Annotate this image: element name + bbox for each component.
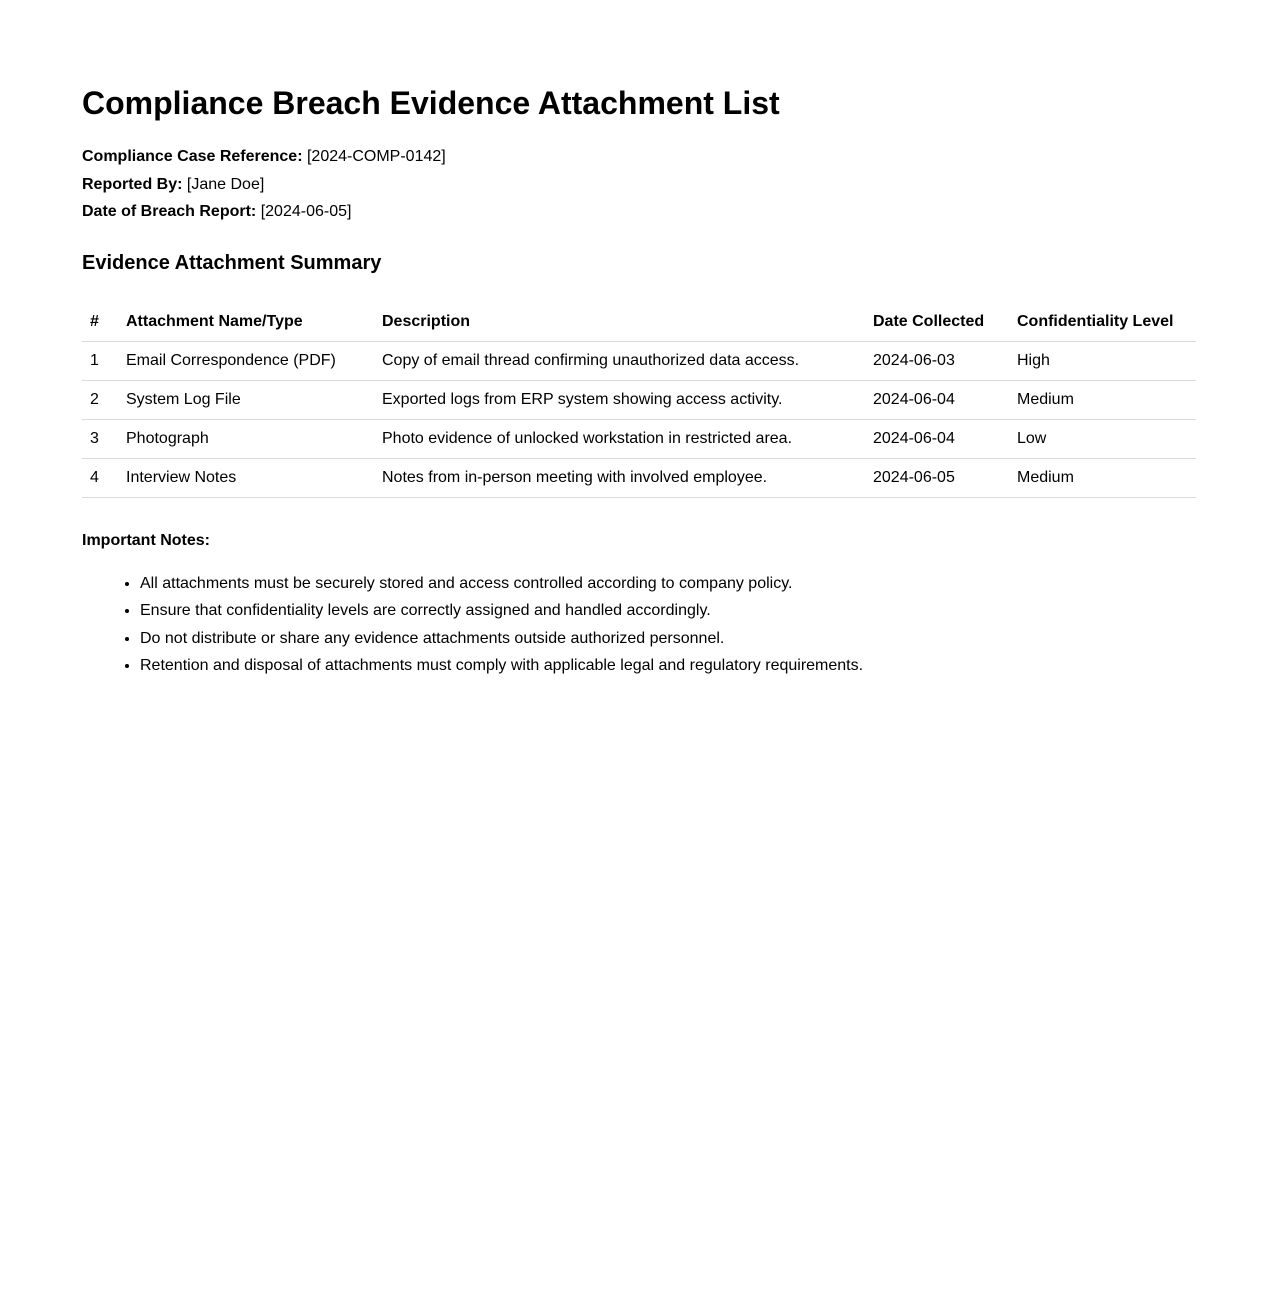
cell-description: Notes from in-person meeting with involved employee. (374, 459, 865, 498)
cell-attachment-name: System Log File (118, 381, 374, 420)
cell-description: Copy of email thread confirming unauthorized data access. (374, 342, 865, 381)
report-date-value: [2024-06-05] (260, 203, 352, 220)
cell-date-collected: 2024-06-05 (865, 459, 1009, 498)
case-metadata (82, 143, 446, 226)
reported-by-value: [Jane Doe] (186, 175, 265, 193)
list-item: • Do not distribute or share any evidence attachments outside authorized personnel. (140, 625, 863, 652)
case-reference-row (82, 143, 446, 171)
notes-list (82, 570, 863, 679)
case-reference-label: Compliance Case Reference: (82, 148, 303, 165)
attachment-table (82, 303, 1196, 498)
cell-description: Photo evidence of unlocked workstation in restricted area. (374, 420, 865, 459)
table-row (82, 459, 1196, 498)
reported-by-row (82, 171, 446, 199)
column-header-attachment-name: Attachment Name/Type (118, 303, 374, 342)
table-row (82, 381, 1196, 420)
cell-description: Exported logs from ERP system showing access activity. (374, 381, 865, 420)
summary-heading: Evidence Attachment Summary (82, 252, 382, 274)
cell-attachment-name: Photograph (118, 420, 374, 459)
cell-number: 3 (82, 420, 118, 459)
list-item: • All attachments must be securely stored and access controlled according to company policy. (140, 570, 863, 597)
cell-attachment-name: Email Correspondence (PDF) (118, 342, 374, 381)
cell-number: 1 (82, 342, 118, 381)
table-header-row (82, 303, 1196, 342)
column-header-date-collected: Date Collected (865, 303, 1009, 342)
table-row (82, 342, 1196, 381)
column-header-number: # (82, 303, 118, 342)
case-reference-value: [2024-COMP-0142] (306, 148, 446, 165)
table-row (82, 420, 1196, 459)
cell-confidentiality: High (1009, 342, 1196, 381)
notes-heading: Important Notes: (82, 532, 210, 549)
cell-date-collected: 2024-06-04 (865, 381, 1009, 420)
column-header-description: Description (374, 303, 865, 342)
list-item: • Retention and disposal of attachments must comply with applicable legal and regulatory requirements. (140, 652, 863, 679)
column-header-confidentiality: Confidentiality Level (1009, 303, 1196, 342)
cell-date-collected: 2024-06-03 (865, 342, 1009, 381)
cell-confidentiality: Medium (1009, 381, 1196, 420)
page-title: Compliance Breach Evidence Attachment List (82, 85, 780, 121)
reported-by-label: Reported By: (82, 175, 183, 193)
cell-attachment-name: Interview Notes (118, 459, 374, 498)
cell-confidentiality: Low (1009, 420, 1196, 459)
list-item: • Ensure that confidentiality levels are correctly assigned and handled accordingly. (140, 597, 863, 624)
cell-date-collected: 2024-06-04 (865, 420, 1009, 459)
report-date-row (82, 198, 446, 226)
report-date-label: Date of Breach Report: (82, 203, 257, 220)
cell-number: 4 (82, 459, 118, 498)
cell-number: 2 (82, 381, 118, 420)
cell-confidentiality: Medium (1009, 459, 1196, 498)
